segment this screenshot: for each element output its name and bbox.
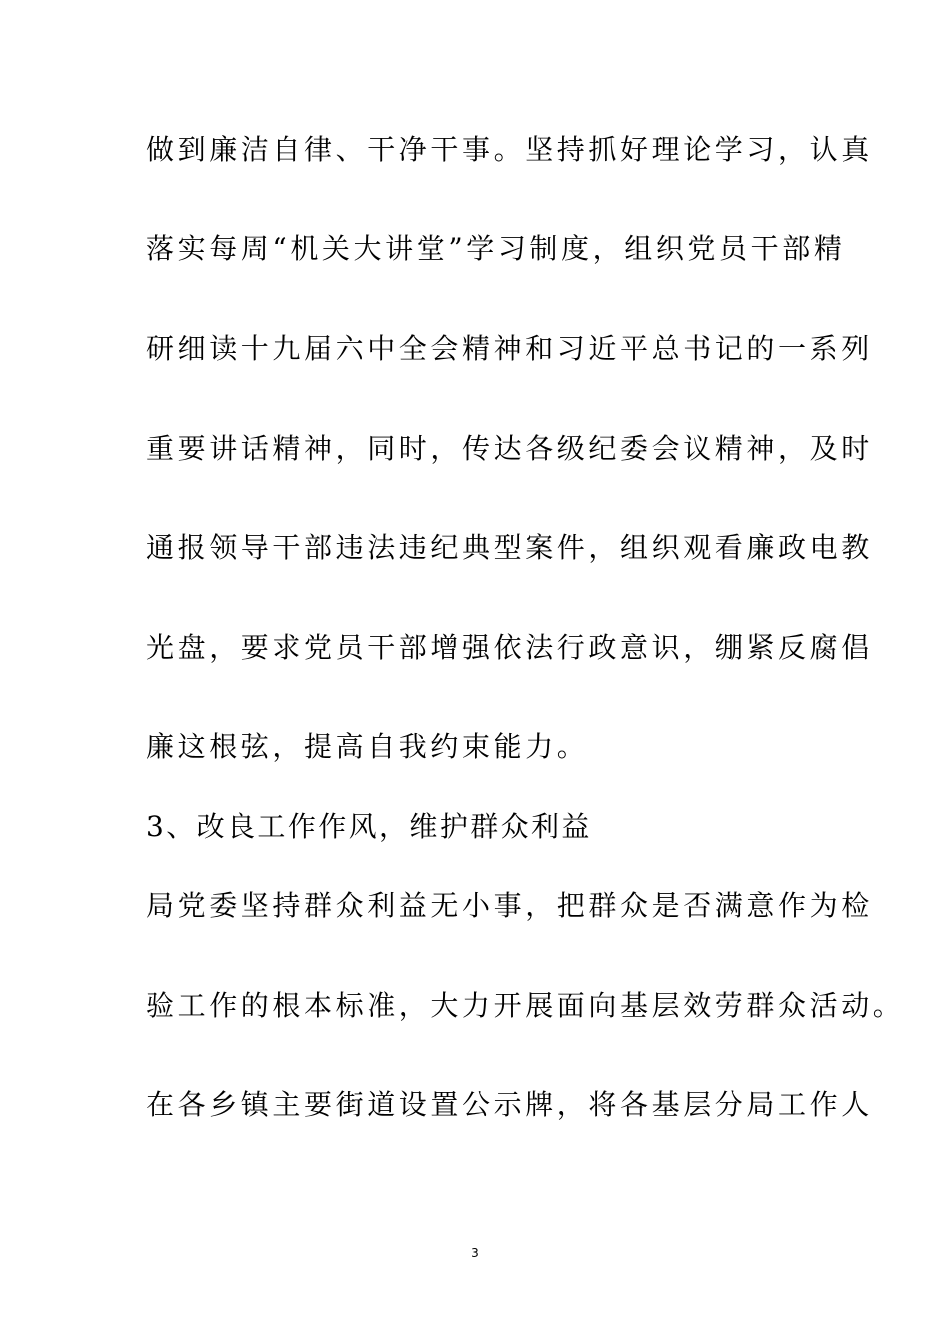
paragraph-line: 验工作的根本标准，大力开展面向基层效劳群众活动。 — [146, 989, 905, 1022]
paragraph-line: 光盘，要求党员干部增强依法行政意识，绷紧反腐倡 — [146, 631, 873, 664]
paragraph-line: 研细读十九届六中全会精神和习近平总书记的一系列 — [146, 332, 873, 365]
paragraph-line: 通报领导干部违法违纪典型案件，组织观看廉政电教 — [146, 531, 873, 564]
paragraph-line: 局党委坚持群众利益无小事，把群众是否满意作为检 — [146, 889, 873, 922]
paragraph-line: 重要讲话精神，同时，传达各级纪委会议精神，及时 — [146, 432, 873, 465]
section-heading: 3、改良工作作风，维护群众利益 — [146, 810, 592, 843]
paragraph-line: 在各乡镇主要街道设置公示牌，将各基层分局工作人 — [146, 1088, 873, 1121]
paragraph-line: 做到廉洁自律、干净干事。坚持抓好理论学习，认真 — [146, 133, 873, 166]
page-number: 3 — [471, 1246, 479, 1260]
paragraph-line: 廉这根弦，提高自我约束能力。 — [146, 730, 589, 763]
paragraph-line: 落实每周“机关大讲堂”学习制度，组织党员干部精 — [146, 232, 846, 265]
